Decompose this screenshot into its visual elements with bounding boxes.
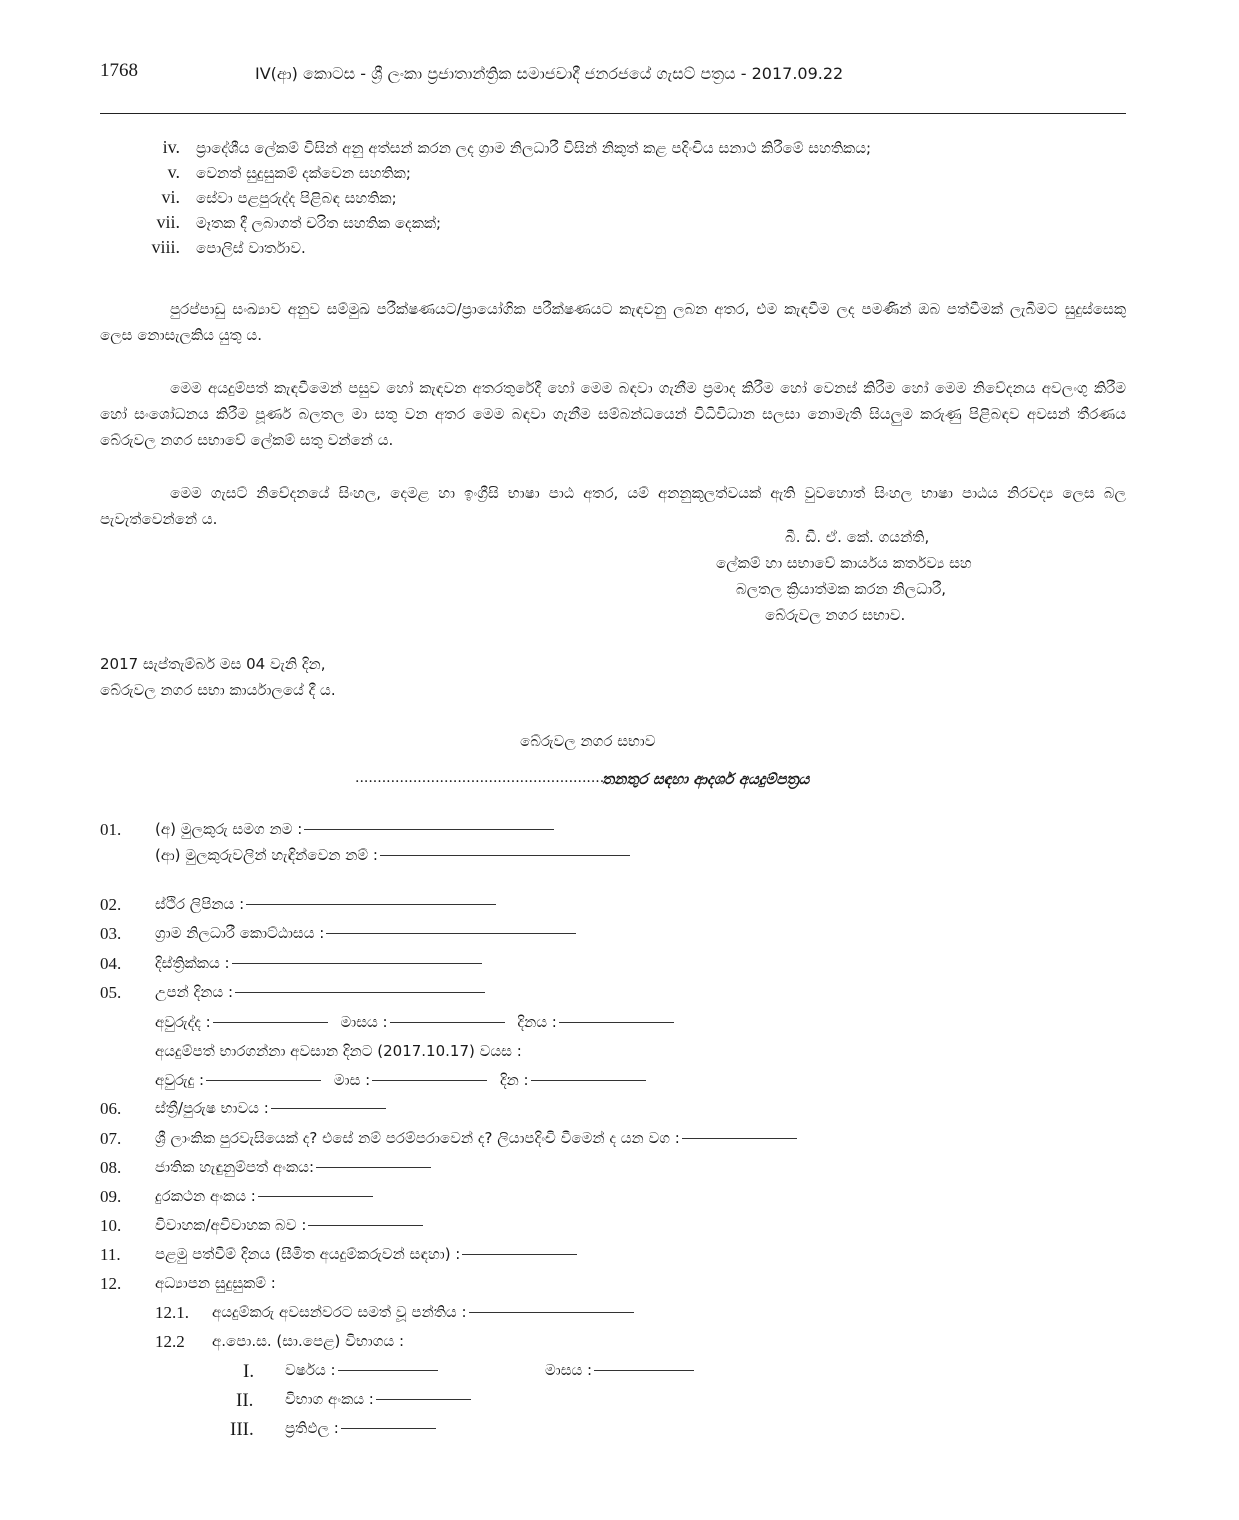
q08-number: 08. <box>100 1158 122 1177</box>
issue-place: බේරුවල නගර සභා කාර්යාලයේ දී ය. <box>100 681 336 699</box>
q12-1-number: 12.1. <box>155 1303 189 1322</box>
q02-field: ස්ථිර ලිපිනය : <box>155 895 496 913</box>
q01a-field <box>155 820 554 838</box>
list-item: viii. පොලිස් වාර්තාව. <box>151 237 306 257</box>
issue-date: 2017 සැප්තැම්බර් මස 04 වැනි දින, <box>100 655 326 673</box>
q07-field: ශ්‍රී ලාංකික පුරවැසියෙක් ද? එසේ නම් පරම්පරාවෙන් ද? ලියාපදිංචි වීමෙන් ද යන වග : <box>155 1129 797 1147</box>
q10-field: විවාහක/අවිවාහක බව : <box>155 1216 423 1234</box>
roman-ii: II. <box>236 1390 254 1411</box>
exam-index-field: විභාග අංකය : <box>285 1390 471 1408</box>
q03-field: ග්‍රාම නිලධාරී කොට්ඨාසය : <box>155 924 576 942</box>
q01a-label: (අ) මුලකුරු සමග නම : <box>155 820 303 838</box>
q05-dob-parts: අවුරුද්ද : මාසය : දිනය : <box>155 1013 674 1031</box>
q01b-field <box>155 846 630 864</box>
q11-field: පළමු පත්වීම් දිනය (සීමිත අයදුම්කරුවන් සඳහා) : <box>155 1245 577 1263</box>
q07-number: 07. <box>100 1129 122 1148</box>
q12-label: අධ්‍යාපන සුදුසුකම් : <box>155 1274 276 1292</box>
q01a-blank <box>304 829 554 830</box>
exam-year-field: වර්ෂය : <box>285 1361 438 1379</box>
roman-i: I. <box>243 1361 255 1382</box>
q08-field: ජාතික හැඳුනුම්පත් අංකය: <box>155 1158 431 1176</box>
q03-number: 03. <box>100 924 122 943</box>
exam-month-field: මාසය : <box>545 1361 694 1379</box>
signatory-office: බේරුවල නගර සභාව. <box>765 606 906 624</box>
q09-number: 09. <box>100 1187 122 1206</box>
q11-number: 11. <box>100 1245 121 1264</box>
q06-field: ස්ත්‍රී/පුරුෂ භාවය : <box>155 1099 386 1117</box>
form-title: තනතුර සඳහා ආදර්ශ අයදුම්පත්‍රය <box>602 770 810 788</box>
paragraph-interview: පුරප්පාඩු සංඛ්‍යාව අනුව සම්මුඛ පරීක්ෂණයට/ප්‍රායෝගික පරීක්ෂණයට කැඳවනු ලබන අතර, එම කැඳවීම ලද පමණින් ඔබ පත්වීමක් ලැබීමට සුදුස්සෙකු ලෙස නොසැලකිය යුතු ය. <box>100 300 1126 344</box>
q01-number: 01. <box>100 820 122 839</box>
q12-number: 12. <box>100 1274 122 1293</box>
q06-number: 06. <box>100 1099 122 1118</box>
q01b-blank <box>380 855 630 856</box>
q09-field: දුරකථන අංකය : <box>155 1187 373 1205</box>
q04-field: දිස්ත්‍රික්කය : <box>155 954 482 972</box>
q12-1-field: අයදුම්කරු අවසන්වරට සමත් වූ පන්තිය : <box>212 1303 634 1321</box>
q10-number: 10. <box>100 1216 122 1235</box>
q05-age-parts: අවුරුදු : මාස : දින : <box>155 1071 646 1089</box>
roman-iii: III. <box>230 1419 254 1440</box>
q04-number: 04. <box>100 954 122 973</box>
signatory-title: ලේකම් හා සභාවේ කාර්යය කර්තව්‍ය සහ <box>716 554 972 572</box>
q05-number: 05. <box>100 983 122 1002</box>
exam-results-field: ප්‍රතිඵල : <box>285 1419 436 1437</box>
q05-field: උපන් දිනය : <box>155 983 485 1001</box>
q01b-label: (ආ) මුලකුරුවලින් හැඳින්වෙන නම් : <box>155 846 378 864</box>
paragraph-authority: මෙම අයදුම්පත් කැඳවීමෙන් පසුව හෝ කැඳවන අතරතුරේදී හෝ මෙම බඳවා ගැනීම ප්‍රමාද කිරීම හෝ වෙනස් කිරීම හෝ මෙම නිවේදනය අවලංගු කිරීම හෝ සංශෝධනය කිරීම පූර්ණ බලතල මා සතු වන අතර මෙම බඳවා ගැනීම සම්බන්ධයෙන් විධිවිධාන සලසා නොමැති සියලුම කරුණු පිළිබඳව අවසන් තීරණය බේරුවල නගර සභාවේ ලේකම් සතු වන්නේ ය. <box>100 379 1126 449</box>
paragraph-language: මෙම ගැසට් නිවේදනයේ සිංහල, දෙමළ හා ඉංග්‍රීසි භාෂා පාඨ අතර, යම් අනනුකූලත්වයක් ඇති වුවහොත් සිංහල භාෂා පාඨය නිරවද්‍ය ලෙස බල පැවැත්වෙන්නේ ය. <box>100 484 1126 528</box>
signatory-role: බලතල ක්‍රියාත්මක කරන නිලධාරී, <box>736 580 947 598</box>
q12-2-number: 12.2 <box>155 1332 185 1351</box>
list-item: iv. ප්‍රාදේශීය ලේකම් විසින් අනු අත්සන් කරන ලද ග්‍රාම නිලධාරී විසින් නිකුත් කළ පදිංචිය සනාථ කිරීමේ සහතිකය; <box>162 137 872 157</box>
form-organization: බේරුවල නගර සභාව <box>520 732 656 750</box>
q05-age-label: අයදුම්පත් භාරගන්නා අවසාන දිනට (2017.10.17) වයස : <box>155 1042 522 1060</box>
post-name-blank: ........................................................ <box>355 770 605 786</box>
page-number: 1768 <box>100 60 138 81</box>
list-item: vii. මෑතක දී ලබාගත් චරිත සහතික දෙකක්; <box>156 212 442 232</box>
header-rule <box>100 113 1126 114</box>
list-item: vi. සේවා පළපුරුද්ද පිළිබඳ සහතික; <box>161 187 397 207</box>
signatory-name: බී. ඩී. ඒ. කේ. ගයන්ති, <box>785 528 930 546</box>
list-item: v. වෙනත් සුදුසුකම් දක්වෙන සහතික; <box>167 162 411 182</box>
gazette-header-title: IV(ආ) කොටස - ශ්‍රී ලංකා ප්‍රජාතාන්ත්‍රික සමාජවාදී ජනරජයේ ගැසට් පත්‍රය - 2017.09.22 <box>255 64 844 83</box>
q02-number: 02. <box>100 895 122 914</box>
q12-2-label: අ.පො.ස. (සා.පෙළ) විභාගය : <box>212 1332 405 1350</box>
